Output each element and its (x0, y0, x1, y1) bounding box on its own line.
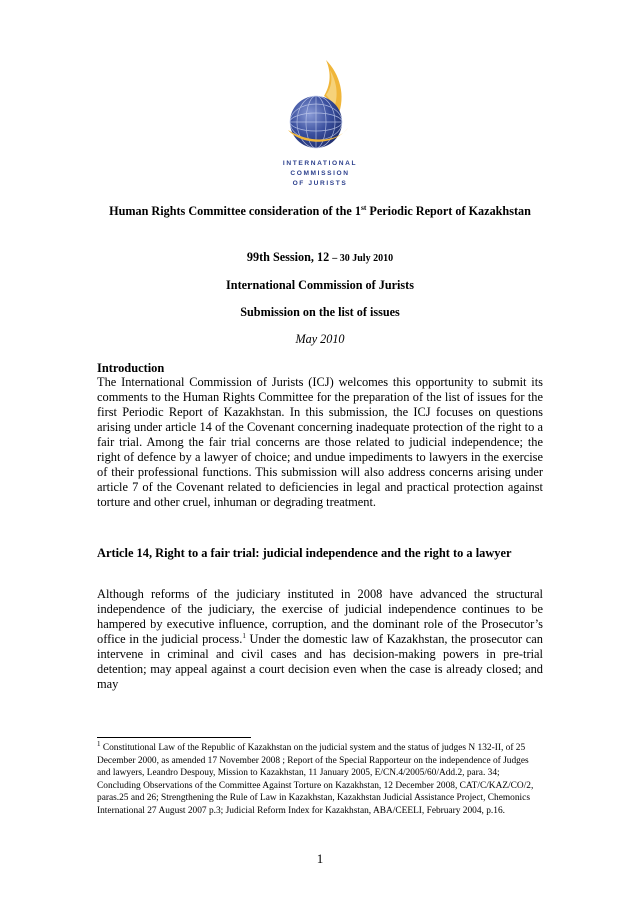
icj-logo (280, 58, 360, 193)
session-dates: – 30 July 2010 (332, 253, 394, 264)
article14-heading: Article 14, Right to a fair trial: judicial independence and the right to a lawyer (97, 546, 512, 560)
logo-line-1: INTERNATIONAL (282, 160, 358, 167)
document-title (97, 204, 543, 219)
article14-paragraph (97, 587, 543, 692)
footnote-text: Constitutional Law of the Republic of Kazakhstan on the judicial system and the status of judges N 132-II, of 25 December 2000, as amended 17 November 2008 ; Report of the Special Rapporteur on the independence of Judges and lawyers, Leandro Despouy, Mission to Kazakhstan, 11 January 2005, E/CN.4/2005/60/Add.2, para. 34; Concluding Observations of the Committee Against Torture on Kazakhstan, 12 December 2008, CAT/C/KAZ/CO/2, paras.25 and 26; Strengthening the Rule of Law in Kazakhstan, Kazakhstan Judicial Assistance Project, Chemonics International 27 August 2007 p.3; Judicial Reform Index for Kazakhstan, ABA/CEELI, February 2004, p.16. (97, 743, 534, 816)
session-line (97, 250, 543, 265)
organization-name: International Commission of Jurists (226, 278, 414, 292)
title-after: Periodic Report of Kazakhstan (366, 204, 531, 218)
title-before: Human Rights Committee consideration of the 1 (109, 204, 361, 218)
globe-flame-icon (280, 58, 360, 156)
footnote-reference[interactable]: 1 (242, 631, 246, 640)
document-date: May 2010 (295, 332, 345, 346)
footnote (97, 739, 543, 817)
title-sup: st (360, 202, 367, 212)
logo-line-2: COMMISSION (290, 170, 350, 177)
subtitle: Submission on the list of issues (240, 305, 400, 319)
article14-text-before: Although reforms of the judiciary instituted in 2008 have advanced the structural independence of the judiciary, the exercise of judicial independence continues to be hampered by executive influence, corruption, and the dominant role of the Prosecutor’s office in the judicial process. (97, 587, 543, 646)
logo-line-3: OF JURISTS (292, 180, 348, 187)
page-number: 1 (316, 851, 324, 866)
intro-paragraph: The International Commission of Jurists (ICJ) welcomes this opportunity to submit its comments to the Human Rights Committee for the preparation of the list of issues for the first Periodic Report of Kazakhstan. In this submission, the ICJ focuses on questions arising under article 14 of the Covenant concerning inadequate protection of the right to a fair trial. Among the fair trial concerns are those related to judicial independence; the right of defence by a lawyer of choice; and undue impediments to lawyers in the exercise of their professional functions. This submission will also address concerns arising under article 7 of the Covenant related to deficiencies in legal and practical protection against torture and other cruel, inhuman or degrading treatment. (97, 375, 543, 509)
footnote-number: 1 (97, 739, 101, 748)
footnote-divider (97, 737, 251, 738)
intro-heading: Introduction (97, 361, 165, 375)
session-main: 99th Session, 12 (246, 250, 333, 264)
article14-text-after: Under the domestic law of Kazakhstan, the prosecutor can intervene in criminal and civil cases and has decision-making powers in pre-trial detention; may appeal against a court decision even when the case is already closed; and may (97, 632, 543, 691)
